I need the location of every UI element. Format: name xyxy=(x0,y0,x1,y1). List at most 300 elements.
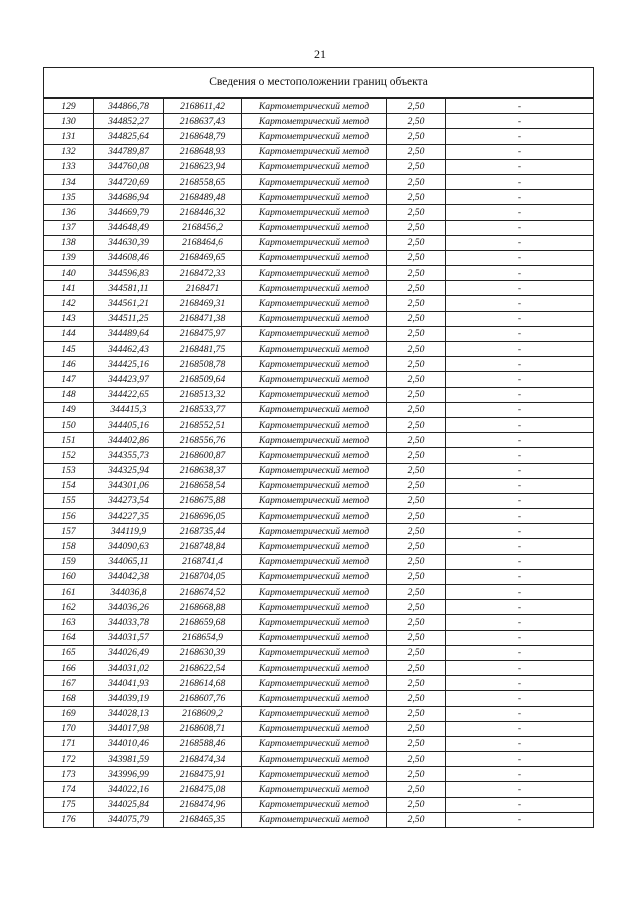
table-row xyxy=(44,159,594,174)
table-row xyxy=(44,569,594,584)
method-cell: Картометрический метод xyxy=(242,387,387,402)
accuracy-cell: 2,50 xyxy=(387,387,446,402)
accuracy-cell: 2,50 xyxy=(387,114,446,129)
y-coordinate-cell: 2168474,96 xyxy=(164,797,242,812)
description-cell: - xyxy=(446,676,594,691)
table-row xyxy=(44,144,594,159)
point-number-cell: 136 xyxy=(44,205,94,220)
y-coordinate-cell: 2168472,33 xyxy=(164,266,242,281)
y-coordinate-cell: 2168614,68 xyxy=(164,676,242,691)
table-row xyxy=(44,585,594,600)
table-row xyxy=(44,509,594,524)
table-row xyxy=(44,448,594,463)
accuracy-cell: 2,50 xyxy=(387,235,446,250)
table-row xyxy=(44,402,594,417)
accuracy-cell: 2,50 xyxy=(387,615,446,630)
accuracy-cell: 2,50 xyxy=(387,342,446,357)
y-coordinate-cell: 2168735,44 xyxy=(164,524,242,539)
x-coordinate-cell: 343981,59 xyxy=(94,752,164,767)
point-number-cell: 143 xyxy=(44,311,94,326)
method-cell: Картометрический метод xyxy=(242,767,387,782)
description-cell: - xyxy=(446,600,594,615)
point-number-cell: 152 xyxy=(44,448,94,463)
point-number-cell: 131 xyxy=(44,129,94,144)
point-number-cell: 166 xyxy=(44,660,94,675)
accuracy-cell: 2,50 xyxy=(387,326,446,341)
y-coordinate-cell: 2168609,2 xyxy=(164,706,242,721)
point-number-cell: 163 xyxy=(44,615,94,630)
table-row xyxy=(44,220,594,235)
y-coordinate-cell: 2168659,68 xyxy=(164,615,242,630)
method-cell: Картометрический метод xyxy=(242,281,387,296)
description-cell: - xyxy=(446,250,594,265)
method-cell: Картометрический метод xyxy=(242,493,387,508)
table-title: Сведения о местоположении границ объекта xyxy=(44,68,594,99)
point-number-cell: 133 xyxy=(44,159,94,174)
method-cell: Картометрический метод xyxy=(242,736,387,751)
y-coordinate-cell: 2168469,65 xyxy=(164,250,242,265)
table-row xyxy=(44,797,594,812)
point-number-cell: 158 xyxy=(44,539,94,554)
table-row xyxy=(44,190,594,205)
x-coordinate-cell: 344022,16 xyxy=(94,782,164,797)
point-number-cell: 134 xyxy=(44,174,94,189)
y-coordinate-cell: 2168608,71 xyxy=(164,721,242,736)
y-coordinate-cell: 2168474,34 xyxy=(164,752,242,767)
table-row xyxy=(44,417,594,432)
y-coordinate-cell: 2168475,97 xyxy=(164,326,242,341)
y-coordinate-cell: 2168481,75 xyxy=(164,342,242,357)
point-number-cell: 130 xyxy=(44,114,94,129)
x-coordinate-cell: 344273,54 xyxy=(94,493,164,508)
x-coordinate-cell: 344033,78 xyxy=(94,615,164,630)
y-coordinate-cell: 2168648,93 xyxy=(164,144,242,159)
boundary-coordinates-table xyxy=(43,67,594,828)
accuracy-cell: 2,50 xyxy=(387,266,446,281)
accuracy-cell: 2,50 xyxy=(387,660,446,675)
x-coordinate-cell: 344423,97 xyxy=(94,372,164,387)
method-cell: Картометрический метод xyxy=(242,478,387,493)
table-row xyxy=(44,296,594,311)
description-cell: - xyxy=(446,98,594,114)
x-coordinate-cell: 344852,27 xyxy=(94,114,164,129)
method-cell: Картометрический метод xyxy=(242,554,387,569)
point-number-cell: 174 xyxy=(44,782,94,797)
x-coordinate-cell: 344402,86 xyxy=(94,433,164,448)
x-coordinate-cell: 344415,3 xyxy=(94,402,164,417)
description-cell: - xyxy=(446,767,594,782)
table-row xyxy=(44,235,594,250)
method-cell: Картометрический метод xyxy=(242,159,387,174)
point-number-cell: 147 xyxy=(44,372,94,387)
x-coordinate-cell: 344760,08 xyxy=(94,159,164,174)
accuracy-cell: 2,50 xyxy=(387,129,446,144)
x-coordinate-cell: 344561,21 xyxy=(94,296,164,311)
method-cell: Картометрический метод xyxy=(242,266,387,281)
x-coordinate-cell: 344065,11 xyxy=(94,554,164,569)
y-coordinate-cell: 2168638,37 xyxy=(164,463,242,478)
point-number-cell: 159 xyxy=(44,554,94,569)
x-coordinate-cell: 344017,98 xyxy=(94,721,164,736)
x-coordinate-cell: 344028,13 xyxy=(94,706,164,721)
y-coordinate-cell: 2168475,91 xyxy=(164,767,242,782)
description-cell: - xyxy=(446,387,594,402)
y-coordinate-cell: 2168658,54 xyxy=(164,478,242,493)
description-cell: - xyxy=(446,342,594,357)
method-cell: Картометрический метод xyxy=(242,250,387,265)
description-cell: - xyxy=(446,585,594,600)
accuracy-cell: 2,50 xyxy=(387,190,446,205)
x-coordinate-cell: 344041,93 xyxy=(94,676,164,691)
y-coordinate-cell: 2168600,87 xyxy=(164,448,242,463)
method-cell: Картометрический метод xyxy=(242,509,387,524)
description-cell: - xyxy=(446,144,594,159)
point-number-cell: 154 xyxy=(44,478,94,493)
accuracy-cell: 2,50 xyxy=(387,448,446,463)
accuracy-cell: 2,50 xyxy=(387,736,446,751)
method-cell: Картометрический метод xyxy=(242,585,387,600)
table-row xyxy=(44,706,594,721)
x-coordinate-cell: 344489,64 xyxy=(94,326,164,341)
table-row xyxy=(44,554,594,569)
x-coordinate-cell: 344825,64 xyxy=(94,129,164,144)
method-cell: Картометрический метод xyxy=(242,372,387,387)
accuracy-cell: 2,50 xyxy=(387,782,446,797)
table-row xyxy=(44,478,594,493)
accuracy-cell: 2,50 xyxy=(387,812,446,827)
point-number-cell: 164 xyxy=(44,630,94,645)
point-number-cell: 142 xyxy=(44,296,94,311)
x-coordinate-cell: 344036,8 xyxy=(94,585,164,600)
point-number-cell: 162 xyxy=(44,600,94,615)
table-row xyxy=(44,174,594,189)
table-row xyxy=(44,782,594,797)
table-row xyxy=(44,600,594,615)
method-cell: Картометрический метод xyxy=(242,539,387,554)
table-row xyxy=(44,387,594,402)
table-row xyxy=(44,326,594,341)
description-cell: - xyxy=(446,463,594,478)
y-coordinate-cell: 2168464,6 xyxy=(164,235,242,250)
accuracy-cell: 2,50 xyxy=(387,478,446,493)
table-row xyxy=(44,645,594,660)
table-row xyxy=(44,524,594,539)
table-row xyxy=(44,463,594,478)
accuracy-cell: 2,50 xyxy=(387,676,446,691)
y-coordinate-cell: 2168741,4 xyxy=(164,554,242,569)
y-coordinate-cell: 2168607,76 xyxy=(164,691,242,706)
method-cell: Картометрический метод xyxy=(242,752,387,767)
table-row xyxy=(44,660,594,675)
table-row xyxy=(44,372,594,387)
description-cell: - xyxy=(446,509,594,524)
y-coordinate-cell: 2168513,32 xyxy=(164,387,242,402)
y-coordinate-cell: 2168748,84 xyxy=(164,539,242,554)
table-body xyxy=(44,98,594,828)
point-number-cell: 168 xyxy=(44,691,94,706)
x-coordinate-cell: 344422,65 xyxy=(94,387,164,402)
y-coordinate-cell: 2168471 xyxy=(164,281,242,296)
point-number-cell: 148 xyxy=(44,387,94,402)
table-row xyxy=(44,311,594,326)
x-coordinate-cell: 344355,73 xyxy=(94,448,164,463)
y-coordinate-cell: 2168704,05 xyxy=(164,569,242,584)
x-coordinate-cell: 344036,26 xyxy=(94,600,164,615)
description-cell: - xyxy=(446,721,594,736)
x-coordinate-cell: 344227,35 xyxy=(94,509,164,524)
description-cell: - xyxy=(446,539,594,554)
y-coordinate-cell: 2168630,39 xyxy=(164,645,242,660)
method-cell: Картометрический метод xyxy=(242,98,387,114)
y-coordinate-cell: 2168588,46 xyxy=(164,736,242,751)
y-coordinate-cell: 2168674,52 xyxy=(164,585,242,600)
y-coordinate-cell: 2168556,76 xyxy=(164,433,242,448)
accuracy-cell: 2,50 xyxy=(387,357,446,372)
table-row xyxy=(44,539,594,554)
method-cell: Картометрический метод xyxy=(242,220,387,235)
x-coordinate-cell: 344608,46 xyxy=(94,250,164,265)
accuracy-cell: 2,50 xyxy=(387,706,446,721)
x-coordinate-cell: 344425,16 xyxy=(94,357,164,372)
y-coordinate-cell: 2168533,77 xyxy=(164,402,242,417)
method-cell: Картометрический метод xyxy=(242,812,387,827)
point-number-cell: 161 xyxy=(44,585,94,600)
description-cell: - xyxy=(446,752,594,767)
x-coordinate-cell: 344581,11 xyxy=(94,281,164,296)
accuracy-cell: 2,50 xyxy=(387,691,446,706)
description-cell: - xyxy=(446,159,594,174)
description-cell: - xyxy=(446,357,594,372)
method-cell: Картометрический метод xyxy=(242,797,387,812)
accuracy-cell: 2,50 xyxy=(387,524,446,539)
point-number-cell: 151 xyxy=(44,433,94,448)
accuracy-cell: 2,50 xyxy=(387,174,446,189)
accuracy-cell: 2,50 xyxy=(387,205,446,220)
method-cell: Картометрический метод xyxy=(242,357,387,372)
description-cell: - xyxy=(446,296,594,311)
description-cell: - xyxy=(446,433,594,448)
y-coordinate-cell: 2168465,35 xyxy=(164,812,242,827)
method-cell: Картометрический метод xyxy=(242,144,387,159)
x-coordinate-cell: 344325,94 xyxy=(94,463,164,478)
table-row xyxy=(44,433,594,448)
accuracy-cell: 2,50 xyxy=(387,98,446,114)
x-coordinate-cell: 344010,46 xyxy=(94,736,164,751)
method-cell: Картометрический метод xyxy=(242,569,387,584)
method-cell: Картометрический метод xyxy=(242,630,387,645)
point-number-cell: 169 xyxy=(44,706,94,721)
description-cell: - xyxy=(446,782,594,797)
x-coordinate-cell: 344026,49 xyxy=(94,645,164,660)
table-row xyxy=(44,342,594,357)
description-cell: - xyxy=(446,630,594,645)
x-coordinate-cell: 344031,57 xyxy=(94,630,164,645)
x-coordinate-cell: 344686,94 xyxy=(94,190,164,205)
table-row xyxy=(44,736,594,751)
x-coordinate-cell: 344405,16 xyxy=(94,417,164,432)
point-number-cell: 167 xyxy=(44,676,94,691)
accuracy-cell: 2,50 xyxy=(387,509,446,524)
y-coordinate-cell: 2168471,38 xyxy=(164,311,242,326)
method-cell: Картометрический метод xyxy=(242,660,387,675)
x-coordinate-cell: 344090,63 xyxy=(94,539,164,554)
x-coordinate-cell: 344596,83 xyxy=(94,266,164,281)
table-row xyxy=(44,752,594,767)
y-coordinate-cell: 2168558,65 xyxy=(164,174,242,189)
method-cell: Картометрический метод xyxy=(242,296,387,311)
x-coordinate-cell: 344119,9 xyxy=(94,524,164,539)
description-cell: - xyxy=(446,190,594,205)
point-number-cell: 165 xyxy=(44,645,94,660)
accuracy-cell: 2,50 xyxy=(387,402,446,417)
x-coordinate-cell: 344669,79 xyxy=(94,205,164,220)
description-cell: - xyxy=(446,311,594,326)
y-coordinate-cell: 2168654,9 xyxy=(164,630,242,645)
point-number-cell: 172 xyxy=(44,752,94,767)
accuracy-cell: 2,50 xyxy=(387,585,446,600)
description-cell: - xyxy=(446,478,594,493)
method-cell: Картометрический метод xyxy=(242,691,387,706)
x-coordinate-cell: 344301,06 xyxy=(94,478,164,493)
point-number-cell: 160 xyxy=(44,569,94,584)
description-cell: - xyxy=(446,645,594,660)
description-cell: - xyxy=(446,402,594,417)
point-number-cell: 153 xyxy=(44,463,94,478)
point-number-cell: 139 xyxy=(44,250,94,265)
point-number-cell: 146 xyxy=(44,357,94,372)
table-row xyxy=(44,129,594,144)
method-cell: Картометрический метод xyxy=(242,433,387,448)
accuracy-cell: 2,50 xyxy=(387,433,446,448)
x-coordinate-cell: 344789,87 xyxy=(94,144,164,159)
method-cell: Картометрический метод xyxy=(242,524,387,539)
x-coordinate-cell: 344042,38 xyxy=(94,569,164,584)
method-cell: Картометрический метод xyxy=(242,326,387,341)
y-coordinate-cell: 2168489,48 xyxy=(164,190,242,205)
description-cell: - xyxy=(446,554,594,569)
method-cell: Картометрический метод xyxy=(242,615,387,630)
point-number-cell: 129 xyxy=(44,98,94,114)
accuracy-cell: 2,50 xyxy=(387,554,446,569)
table-row xyxy=(44,250,594,265)
table-row xyxy=(44,493,594,508)
description-cell: - xyxy=(446,615,594,630)
description-cell: - xyxy=(446,266,594,281)
point-number-cell: 157 xyxy=(44,524,94,539)
point-number-cell: 155 xyxy=(44,493,94,508)
description-cell: - xyxy=(446,797,594,812)
method-cell: Картометрический метод xyxy=(242,448,387,463)
method-cell: Картометрический метод xyxy=(242,417,387,432)
accuracy-cell: 2,50 xyxy=(387,539,446,554)
x-coordinate-cell: 343996,99 xyxy=(94,767,164,782)
point-number-cell: 144 xyxy=(44,326,94,341)
accuracy-cell: 2,50 xyxy=(387,281,446,296)
method-cell: Картометрический метод xyxy=(242,721,387,736)
point-number-cell: 145 xyxy=(44,342,94,357)
method-cell: Картометрический метод xyxy=(242,342,387,357)
point-number-cell: 149 xyxy=(44,402,94,417)
method-cell: Картометрический метод xyxy=(242,129,387,144)
x-coordinate-cell: 344075,79 xyxy=(94,812,164,827)
method-cell: Картометрический метод xyxy=(242,463,387,478)
accuracy-cell: 2,50 xyxy=(387,569,446,584)
description-cell: - xyxy=(446,569,594,584)
method-cell: Картометрический метод xyxy=(242,235,387,250)
method-cell: Картометрический метод xyxy=(242,190,387,205)
accuracy-cell: 2,50 xyxy=(387,372,446,387)
method-cell: Картометрический метод xyxy=(242,706,387,721)
y-coordinate-cell: 2168675,88 xyxy=(164,493,242,508)
description-cell: - xyxy=(446,326,594,341)
y-coordinate-cell: 2168552,51 xyxy=(164,417,242,432)
x-coordinate-cell: 344630,39 xyxy=(94,235,164,250)
method-cell: Картометрический метод xyxy=(242,402,387,417)
point-number-cell: 140 xyxy=(44,266,94,281)
table-row xyxy=(44,266,594,281)
method-cell: Картометрический метод xyxy=(242,114,387,129)
description-cell: - xyxy=(446,235,594,250)
description-cell: - xyxy=(446,129,594,144)
y-coordinate-cell: 2168611,42 xyxy=(164,98,242,114)
point-number-cell: 141 xyxy=(44,281,94,296)
point-number-cell: 137 xyxy=(44,220,94,235)
method-cell: Картометрический метод xyxy=(242,645,387,660)
method-cell: Картометрический метод xyxy=(242,174,387,189)
accuracy-cell: 2,50 xyxy=(387,159,446,174)
description-cell: - xyxy=(446,691,594,706)
y-coordinate-cell: 2168623,94 xyxy=(164,159,242,174)
description-cell: - xyxy=(446,281,594,296)
x-coordinate-cell: 344720,69 xyxy=(94,174,164,189)
table-row xyxy=(44,630,594,645)
y-coordinate-cell: 2168668,88 xyxy=(164,600,242,615)
y-coordinate-cell: 2168622,54 xyxy=(164,660,242,675)
table-row xyxy=(44,691,594,706)
description-cell: - xyxy=(446,205,594,220)
accuracy-cell: 2,50 xyxy=(387,463,446,478)
accuracy-cell: 2,50 xyxy=(387,752,446,767)
point-number-cell: 171 xyxy=(44,736,94,751)
point-number-cell: 150 xyxy=(44,417,94,432)
accuracy-cell: 2,50 xyxy=(387,144,446,159)
page-number: 21 xyxy=(314,47,326,61)
x-coordinate-cell: 344462,43 xyxy=(94,342,164,357)
point-number-cell: 176 xyxy=(44,812,94,827)
description-cell: - xyxy=(446,706,594,721)
description-cell: - xyxy=(446,524,594,539)
description-cell: - xyxy=(446,812,594,827)
y-coordinate-cell: 2168696,05 xyxy=(164,509,242,524)
accuracy-cell: 2,50 xyxy=(387,767,446,782)
accuracy-cell: 2,50 xyxy=(387,417,446,432)
table-row xyxy=(44,812,594,827)
table-row xyxy=(44,357,594,372)
point-number-cell: 175 xyxy=(44,797,94,812)
y-coordinate-cell: 2168446,32 xyxy=(164,205,242,220)
table-row xyxy=(44,721,594,736)
point-number-cell: 170 xyxy=(44,721,94,736)
point-number-cell: 138 xyxy=(44,235,94,250)
accuracy-cell: 2,50 xyxy=(387,311,446,326)
point-number-cell: 156 xyxy=(44,509,94,524)
method-cell: Картометрический метод xyxy=(242,205,387,220)
table-row xyxy=(44,676,594,691)
point-number-cell: 135 xyxy=(44,190,94,205)
x-coordinate-cell: 344039,19 xyxy=(94,691,164,706)
accuracy-cell: 2,50 xyxy=(387,630,446,645)
description-cell: - xyxy=(446,114,594,129)
